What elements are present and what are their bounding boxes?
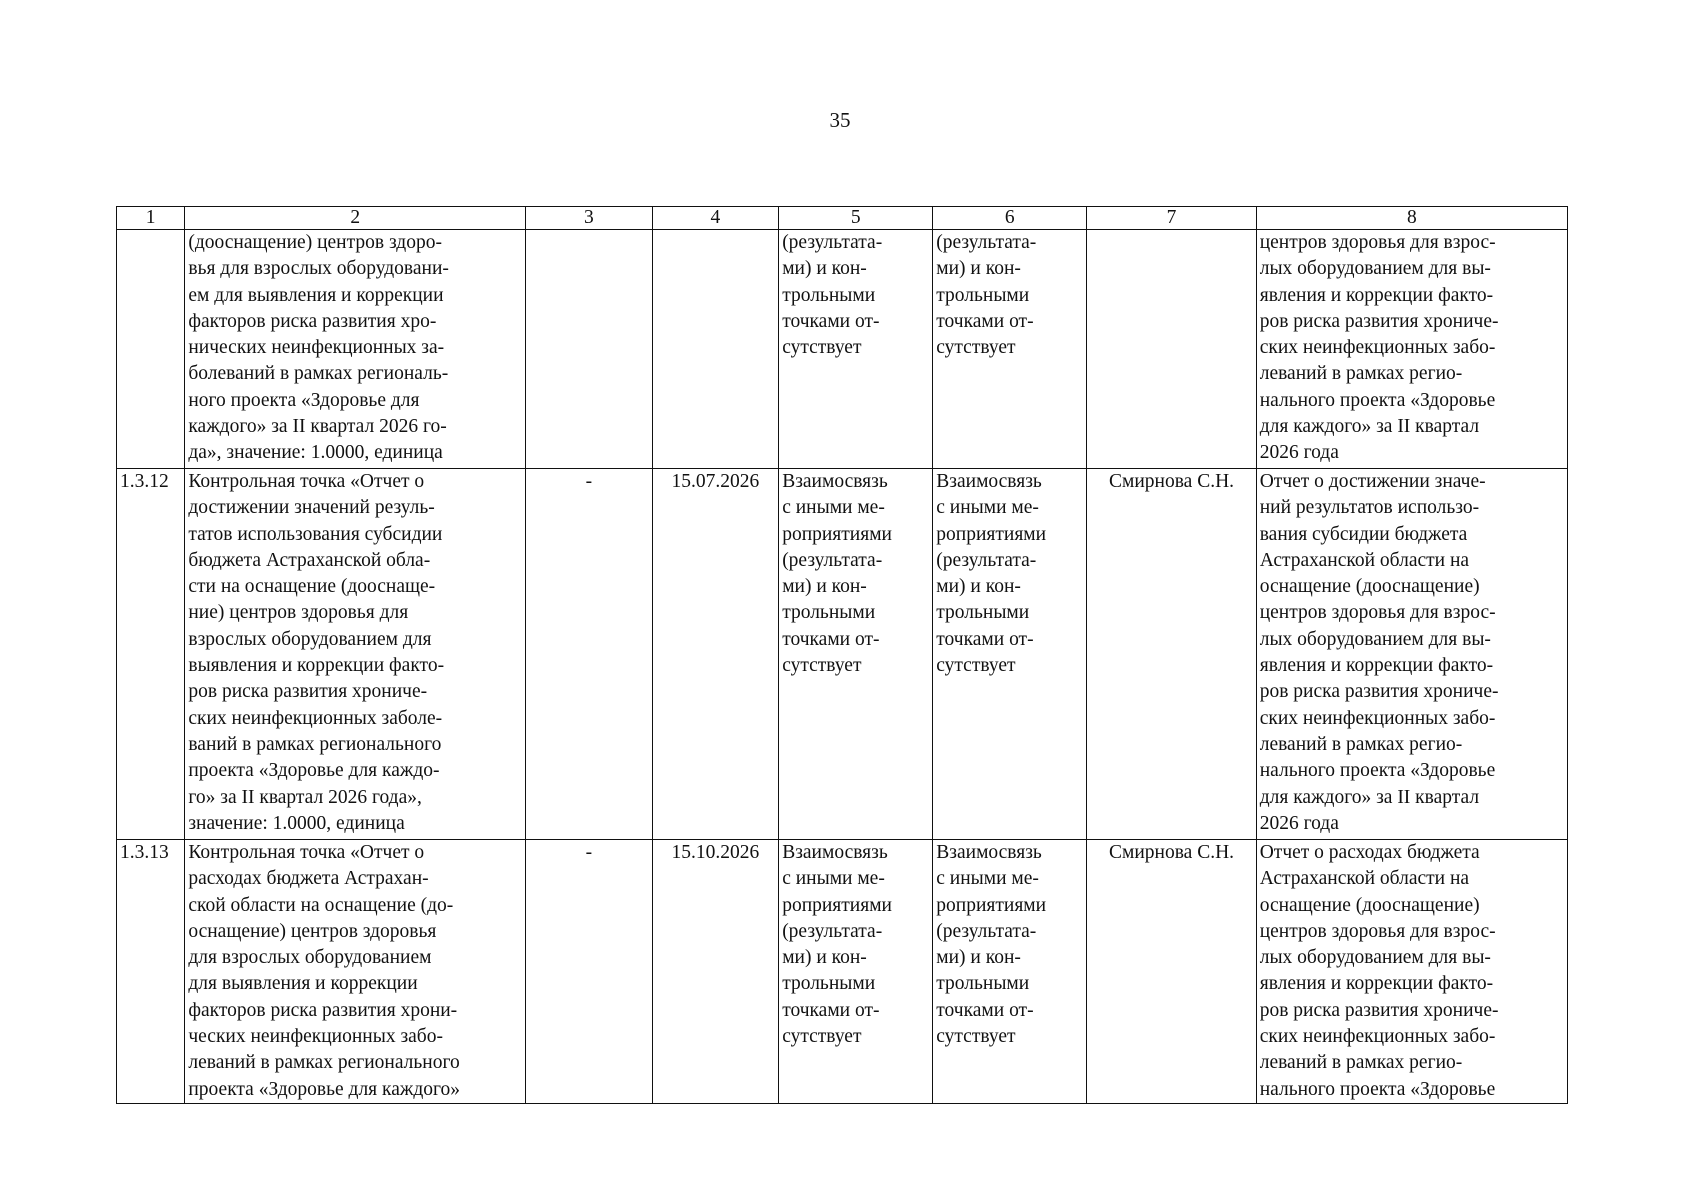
header-col-1: 1 — [117, 207, 185, 230]
predecessor-link: Взаимосвязь с иными ме- роприятиями (результата- ми) и кон- трольными точками от- сутствует — [779, 840, 933, 1104]
responsible-person: Смирнова С.Н. — [1087, 840, 1256, 1104]
page-number: 35 — [829, 108, 851, 132]
table-body — [117, 230, 1568, 1104]
row-number: 1.3.13 — [117, 840, 185, 1104]
table-row — [117, 230, 1568, 469]
header-row — [117, 207, 1568, 230]
header-col-8: 8 — [1256, 207, 1567, 230]
event-name: Контрольная точка «Отчет о достижении значений резуль- татов использования субсидии бюджета Астраханской обла- сти на оснащение (дооснаще- ние) центров здоровья для взрослых оборудованием для выявления и коррекции факто- ров риска развития хрониче- ских неинфекционных заболе- ваний в рамках регионального проекта «Здоровье для каждо- го» за II квартал 2026 года», значение: 1.0000, единица — [185, 469, 526, 840]
row-number: 1.3.12 — [117, 469, 185, 840]
header-col-6: 6 — [933, 207, 1087, 230]
deadline-date: 15.07.2026 — [652, 469, 779, 840]
successor-link: (результата- ми) и кон- трольными точками от- сутствует — [933, 230, 1087, 469]
deadline-date: 15.10.2026 — [652, 840, 779, 1104]
header-col-5: 5 — [779, 207, 933, 230]
responsible-person: Смирнова С.Н. — [1087, 469, 1256, 840]
col-3-value: - — [526, 840, 653, 1104]
result-document: Отчет о достижении значе- ний результатов использо- вания субсидии бюджета Астраханской области на оснащение (дооснащение) центров здоровья для взрос- лых оборудованием для вы- явления и коррекции факто- ров риска развития хрониче- ских неинфекционных забо- леваний в рамках регио- нального проекта «Здоровье для каждого» за II квартал 2026 года — [1256, 469, 1567, 840]
plan-table — [116, 206, 1568, 1104]
event-name: Контрольная точка «Отчет о расходах бюджета Астрахан- ской области на оснащение (до- оснащение) центров здоровья для взрослых оборудованием для выявления и коррекции факторов риска развития хрони- ческих неинфекционных забо- леваний в рамках регионального проекта «Здоровье для каждого» — [185, 840, 526, 1104]
header-col-3: 3 — [526, 207, 653, 230]
predecessor-link: Взаимосвязь с иными ме- роприятиями (результата- ми) и кон- трольными точками от- сутствует — [779, 469, 933, 840]
table-header — [117, 207, 1568, 230]
table-row — [117, 840, 1568, 1104]
successor-link: Взаимосвязь с иными ме- роприятиями (результата- ми) и кон- трольными точками от- сутствует — [933, 840, 1087, 1104]
col-3-value: - — [526, 469, 653, 840]
header-col-4: 4 — [652, 207, 779, 230]
result-document: центров здоровья для взрос- лых оборудованием для вы- явления и коррекции факто- ров риска развития хрониче- ских неинфекционных забо- леваний в рамках регио- нального проекта «Здоровье для каждого» за II квартал 2026 года — [1256, 230, 1567, 469]
predecessor-link: (результата- ми) и кон- трольными точками от- сутствует — [779, 230, 933, 469]
table-row — [117, 469, 1568, 840]
row-number — [117, 230, 185, 469]
col-3-value — [526, 230, 653, 469]
responsible-person — [1087, 230, 1256, 469]
result-document: Отчет о расходах бюджета Астраханской области на оснащение (дооснащение) центров здоровья для взрос- лых оборудованием для вы- явления и коррекции факто- ров риска развития хрониче- ских неинфекционных забо- леваний в рамках регио- нального проекта «Здоровье — [1256, 840, 1567, 1104]
successor-link: Взаимосвязь с иными ме- роприятиями (результата- ми) и кон- трольными точками от- сутствует — [933, 469, 1087, 840]
header-col-2: 2 — [185, 207, 526, 230]
header-col-7: 7 — [1087, 207, 1256, 230]
event-name: (дооснащение) центров здоро- вья для взрослых оборудовани- ем для выявления и коррекции факторов риска развития хро- нических неинфекционных за- болеваний в рамках региональ- ного проекта «Здоровье для каждого» за II квартал 2026 го- да», значение: 1.0000, единица — [185, 230, 526, 469]
deadline-date — [652, 230, 779, 469]
